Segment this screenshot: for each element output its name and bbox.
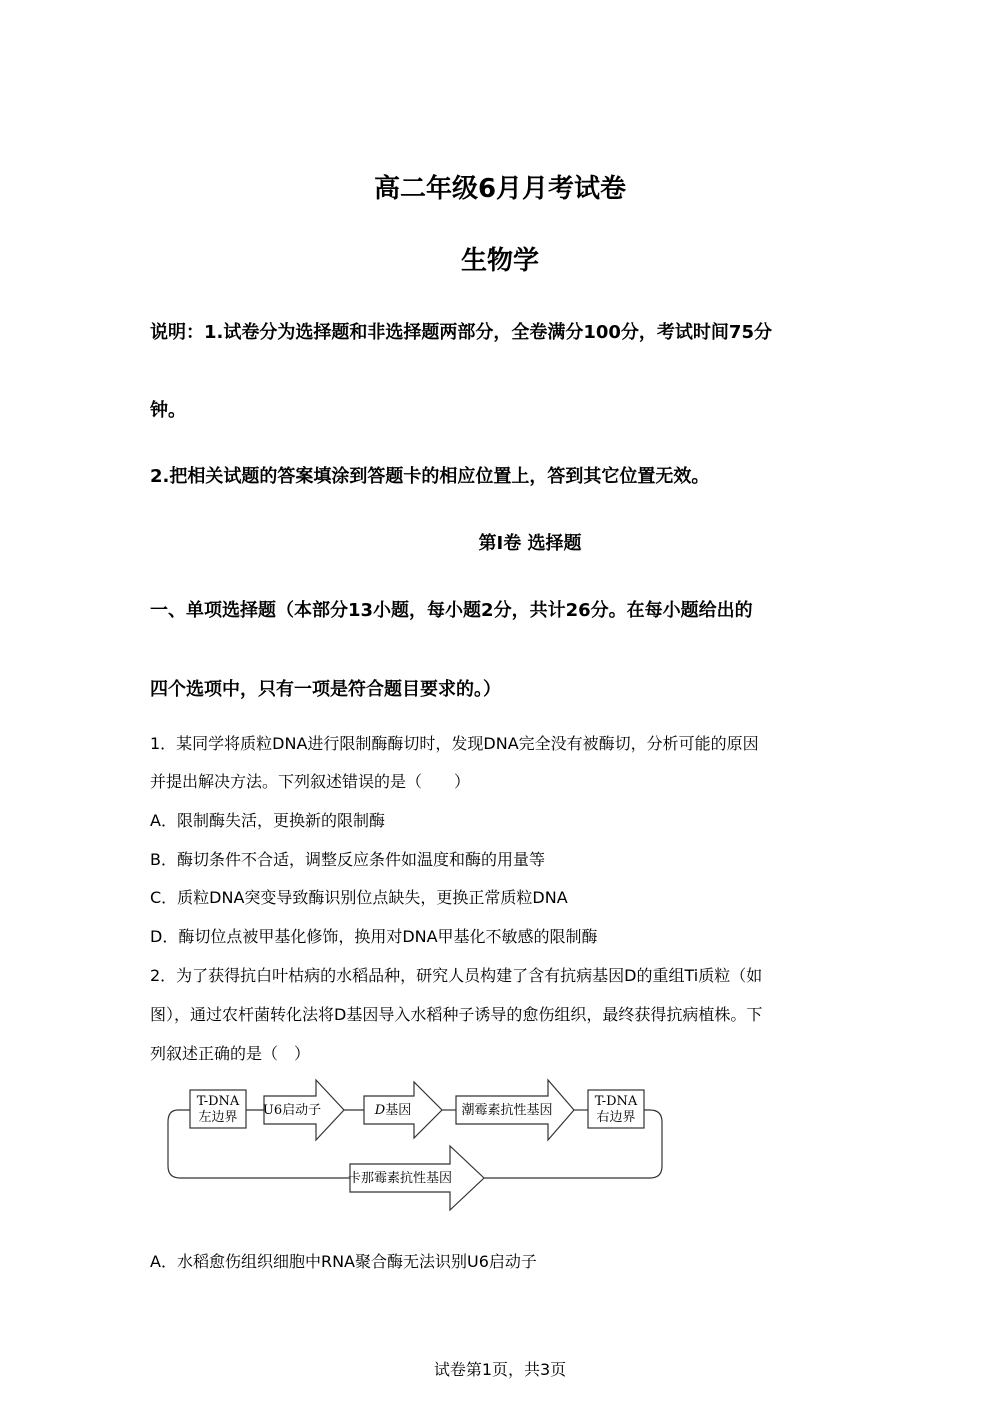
question-1-option-a: A．限制酶失活，更换新的限制酶 (150, 811, 385, 830)
section-title: 第I卷 选择题 (478, 533, 582, 554)
question-1-stem: 并提出解决方法。下列叙述错误的是（ ） (150, 772, 471, 791)
subject-title: 生物学 (460, 246, 539, 276)
d-gene-label: D基因 (374, 1103, 412, 1118)
exam-title: 高二年级6月月考试卷 (373, 174, 627, 204)
question-1-option-d: D．酶切位点被甲基化修饰，换用对DNA甲基化不敏感的限制酶 (150, 927, 598, 946)
tdna-right-label-2: 右边界 (596, 1110, 636, 1125)
instruction-line-1-cont: 钟。 (150, 400, 186, 421)
part-heading: 一、单项选择题（本部分13小题，每小题2分，共计26分。在每小题给出的 (150, 600, 753, 621)
tdna-left-label-2: 左边界 (198, 1110, 238, 1125)
hygromycin-gene-label: 潮霉素抗性基因 (461, 1103, 553, 1118)
instruction-line-2: 2.把相关试题的答案填涂到答题卡的相应位置上，答到其它位置无效。 (150, 466, 710, 487)
question-2-stem: 2．为了获得抗白叶枯病的水稻品种，研究人员构建了含有抗病基因D的重组Ti质粒（如 (150, 966, 763, 985)
tdna-right-label-1: T-DNA (594, 1094, 638, 1109)
instruction-line-1: 说明：1.试卷分为选择题和非选择题两部分，全卷满分100分，考试时间75分 (150, 322, 772, 343)
part-heading-cont: 四个选项中，只有一项是符合题目要求的。） (150, 679, 501, 700)
question-2-option-a: A．水稻愈伤组织细胞中RNA聚合酶无法识别U6启动子 (150, 1252, 537, 1271)
question-1-stem: 1．某同学将质粒DNA进行限制酶酶切时，发现DNA完全没有被酶切，分析可能的原因 (150, 734, 759, 753)
question-1-option-b: B．酶切条件不合适，调整反应条件如温度和酶的用量等 (150, 850, 545, 869)
question-2-stem: 列叙述正确的是（ ） (150, 1044, 311, 1063)
u6-promoter-label: U6启动子 (262, 1103, 322, 1118)
question-2-stem: 图），通过农杆菌转化法将D基因导入水稻种子诱导的愈伤组织，最终获得抗病植株。下 (150, 1005, 763, 1024)
question-1-option-c: C．质粒DNA突变导致酶识别位点缺失，更换正常质粒DNA (150, 888, 568, 907)
page-footer: 试卷第1页，共3页 (433, 1360, 567, 1379)
tdna-left-label-1: T-DNA (196, 1094, 240, 1109)
kanamycin-gene-label: 卡那霉素抗性基因 (347, 1171, 453, 1186)
